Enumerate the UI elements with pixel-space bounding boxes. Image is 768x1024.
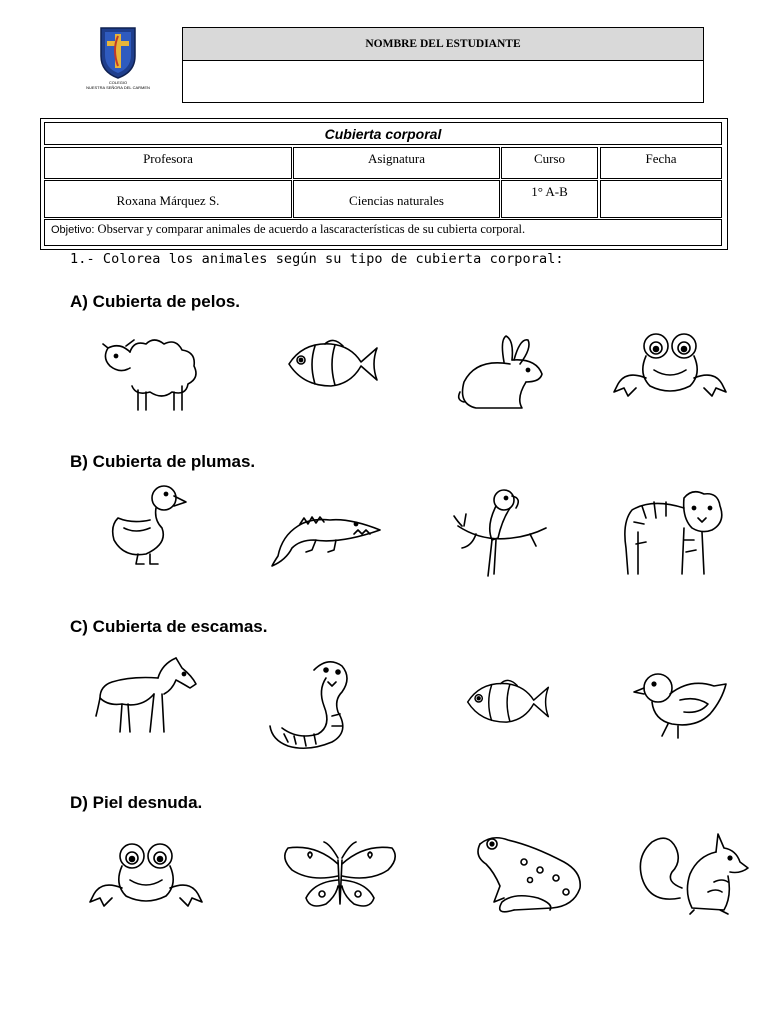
value-fecha[interactable] [600, 180, 722, 218]
section-b-title: B) Cubierta de plumas. [70, 452, 256, 471]
frog-icon[interactable] [90, 838, 202, 919]
objective-text: Observar y comparar animales de acuerdo a lascaracterísticas de su cubierta corporal. [97, 222, 526, 236]
chick-icon[interactable] [630, 666, 728, 747]
worksheet-title: Cubierta corporal [44, 122, 722, 145]
snake-icon[interactable] [268, 656, 370, 765]
duck-icon[interactable] [106, 482, 188, 573]
tiger-icon[interactable] [622, 488, 726, 581]
butterfly-icon[interactable] [280, 840, 400, 917]
section-a-title: A) Cubierta de pelos. [70, 292, 241, 311]
fish-icon[interactable] [285, 336, 381, 397]
instruction-text: 1.- Colorea los animales según su tipo de cubierta corporal: [70, 251, 564, 267]
squirrel-icon[interactable] [636, 826, 750, 921]
value-curso: 1° A-B [501, 180, 598, 218]
school-logo [78, 22, 158, 98]
school-crest-icon [78, 22, 158, 82]
info-table [40, 118, 728, 250]
crocodile-icon[interactable] [270, 500, 382, 573]
sheep-icon[interactable] [100, 330, 200, 417]
student-name-box [182, 27, 704, 103]
header-fecha: Fecha [600, 147, 722, 179]
toad-icon[interactable] [474, 832, 584, 923]
header-curso: Curso [501, 147, 598, 179]
school-name-line-1: COLEGIO [108, 80, 128, 85]
section-d-title: D) Piel desnuda. [70, 793, 203, 812]
rabbit-icon[interactable] [456, 334, 548, 417]
objective-row [44, 219, 722, 246]
objective-label: Objetivo: [51, 224, 95, 236]
parrot-icon[interactable] [452, 486, 548, 583]
frog-icon[interactable] [614, 330, 726, 407]
student-name-label: NOMBRE DEL ESTUDIANTE [183, 28, 703, 61]
horse-icon[interactable] [92, 654, 200, 741]
value-profesora: Roxana Márquez S. [44, 180, 292, 218]
header-profesora: Profesora [44, 147, 292, 179]
header-asignatura: Asignatura [293, 147, 500, 179]
value-asignatura: Ciencias naturales [293, 180, 500, 218]
section-c-title: C) Cubierta de escamas. [70, 617, 268, 636]
student-name-field[interactable] [183, 61, 703, 101]
school-name-line-2: NUESTRA SEÑORA DEL CARMEN [86, 85, 150, 90]
fish-icon[interactable] [464, 674, 552, 735]
